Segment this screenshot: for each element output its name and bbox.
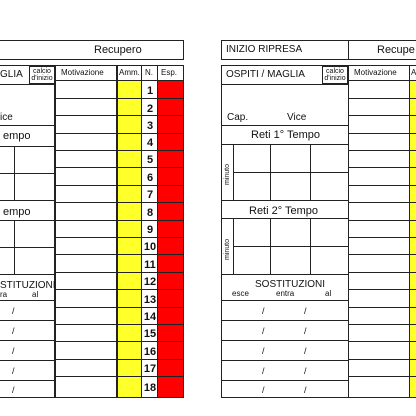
table-row-divider	[348, 359, 416, 360]
left-col-motivazione: Motivazione	[61, 68, 104, 77]
table-row-divider	[55, 133, 184, 134]
left-header-box	[0, 40, 184, 60]
player-number: 16	[143, 346, 157, 358]
table-row-divider	[55, 307, 184, 308]
left-kickoff-box: calcio d'inizio	[29, 66, 55, 84]
table-row-divider	[55, 341, 184, 342]
table-row-divider	[348, 254, 416, 255]
left-team-label: GLIA	[0, 69, 23, 80]
player-number: 17	[143, 363, 157, 375]
left-col-n: N.	[145, 68, 153, 77]
player-number: 7	[146, 189, 154, 201]
table-row-divider	[348, 324, 416, 325]
player-number: 13	[143, 294, 157, 306]
player-number: 11	[144, 259, 156, 271]
right-header-inizio: INIZIO RIPRESA	[226, 44, 303, 55]
left-col-esp: Esp.	[161, 68, 178, 77]
table-row-divider	[348, 115, 416, 116]
table-row-divider	[348, 307, 416, 308]
table-row-divider	[348, 376, 416, 377]
right-reti1: Reti 1° Tempo	[251, 129, 321, 141]
table-row-divider	[55, 150, 184, 151]
table-row-divider	[55, 98, 184, 99]
player-number: 2	[146, 103, 154, 115]
table-row-divider	[348, 341, 416, 342]
table-row-divider	[55, 80, 184, 81]
table-row-divider	[55, 237, 184, 238]
right-team-label: OSPITI / MAGLIA	[226, 69, 305, 80]
left-sostituzioni: STITUZIONI	[0, 280, 56, 291]
table-row-divider	[348, 289, 416, 290]
table-row-divider	[348, 133, 416, 134]
table-row-divider	[55, 254, 184, 255]
player-number: 12	[143, 276, 157, 288]
table-row-divider	[55, 167, 184, 168]
right-header-recupero: Recupe	[377, 44, 415, 56]
table-row-divider	[348, 237, 416, 238]
table-row-divider	[348, 80, 416, 81]
right-col-a: A	[411, 68, 416, 77]
right-cap-label: Cap.	[227, 112, 249, 123]
player-number: 1	[146, 85, 154, 97]
table-row-divider	[55, 289, 184, 290]
table-row-divider	[55, 115, 184, 116]
left-tempo2: empo	[3, 206, 31, 218]
right-esce: esce	[232, 289, 249, 298]
left-entra: ra	[0, 290, 8, 299]
table-row-divider	[348, 185, 416, 186]
player-number: 15	[143, 328, 157, 340]
table-row-divider	[55, 220, 184, 221]
table-row-divider	[55, 202, 184, 203]
left-header-recupero: Recupero	[94, 44, 142, 56]
right-vice-label: Vice	[287, 112, 307, 123]
player-number: 3	[146, 120, 154, 132]
table-row-divider	[55, 376, 184, 377]
table-row-divider	[348, 202, 416, 203]
right-kickoff-box: calcio d'inizio	[322, 66, 348, 84]
table-row-divider	[55, 185, 184, 186]
right-reti2: Reti 2° Tempo	[249, 205, 319, 217]
left-tempo1: empo	[3, 130, 31, 142]
player-number: 6	[146, 172, 154, 184]
table-row-divider	[55, 272, 184, 273]
right-col-motivazione: Motivazione	[354, 68, 397, 77]
player-number: 9	[146, 224, 154, 236]
right-minuto-2: minuto	[224, 238, 231, 260]
table-row-divider	[348, 272, 416, 273]
left-col-amm: Amm.	[119, 68, 140, 77]
table-row-divider	[348, 150, 416, 151]
table-row-divider	[348, 98, 416, 99]
player-number: 10	[143, 241, 157, 253]
table-row-divider	[55, 324, 184, 325]
table-row-divider	[348, 167, 416, 168]
player-number: 8	[146, 207, 154, 219]
table-row-divider	[55, 359, 184, 360]
right-sostituzioni: SOSTITUZIONI	[255, 279, 325, 290]
right-al: al	[325, 289, 332, 298]
player-number: 18	[143, 382, 157, 394]
player-number: 5	[146, 154, 154, 166]
player-number: 14	[143, 311, 157, 323]
right-minuto-1: minuto	[224, 163, 231, 185]
left-al: al	[32, 290, 39, 299]
table-row-divider	[348, 220, 416, 221]
player-number: 4	[146, 137, 154, 149]
right-entra: entra	[276, 289, 295, 298]
left-vice-label: ice	[0, 112, 13, 123]
